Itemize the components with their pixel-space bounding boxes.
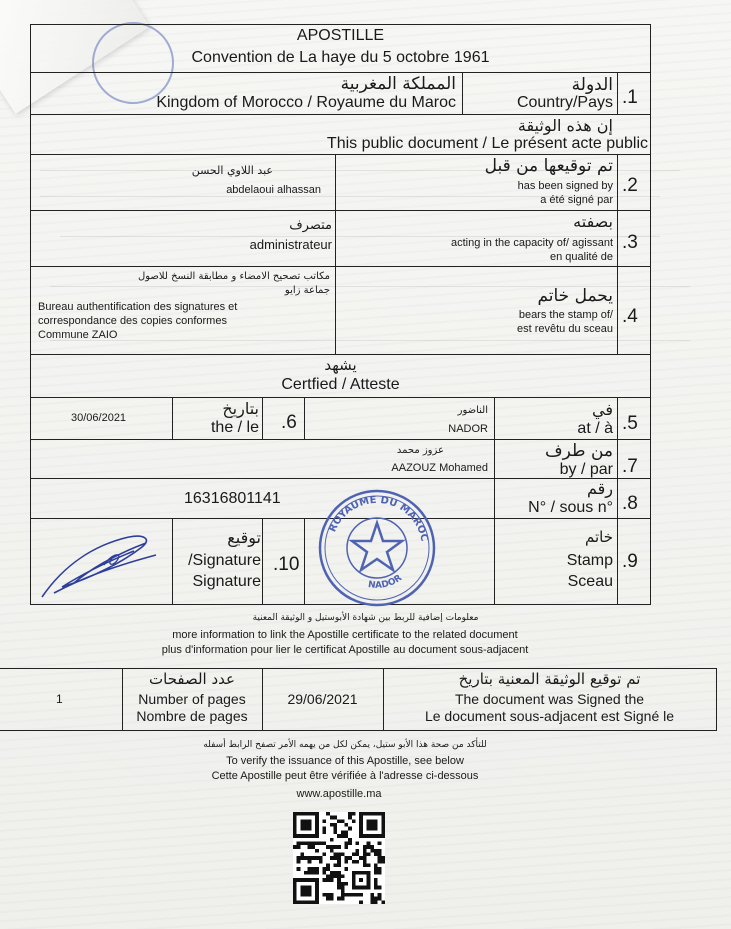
document-signed-date: 29/06/2021 xyxy=(287,691,358,707)
certifier-name: AAZOUZ Mohamed xyxy=(391,462,488,474)
rule xyxy=(0,730,717,731)
more-info-en: more information to link the Apostille certificate to the related document xyxy=(172,629,518,641)
stamp-of-value-3: Commune ZAIO xyxy=(38,329,118,341)
signer-name-ar: عبد اللاوي الحسن xyxy=(191,164,273,177)
row-number: .3 xyxy=(622,232,638,253)
certifier-name-ar: عزوز محمد xyxy=(396,445,444,456)
stamp-label-ar: خاتم xyxy=(584,528,613,546)
row-number: .10 xyxy=(273,554,300,575)
qr-code-icon xyxy=(293,812,385,904)
stamp-of-label-ar: يحمل خاتم xyxy=(537,286,613,306)
number-label-ar: رقم xyxy=(586,479,613,498)
stamp-of-value-2: correspondance des copies conformes xyxy=(38,315,227,327)
rule xyxy=(30,266,651,267)
verify-en: To verify the issuance of this Apostille, see below xyxy=(226,755,464,767)
stamp-of-value-ar-2: جماعة زايو xyxy=(284,285,330,296)
rule xyxy=(617,72,618,114)
row-number: .4 xyxy=(622,306,638,327)
border-left xyxy=(30,24,31,604)
apostille-title: APOSTILLE xyxy=(296,27,385,44)
rule xyxy=(30,114,651,115)
capacity-value: administrateur xyxy=(249,237,332,252)
place-ar: الناضور xyxy=(457,405,488,416)
stamp-of-label-fr: est revêtu du sceau xyxy=(516,323,613,335)
rule xyxy=(494,518,495,604)
public-document-ar: إن هذه الوثيقة xyxy=(517,116,613,135)
rule xyxy=(30,397,651,398)
stamp-of-value-1: Bureau authentification des signatures et xyxy=(38,301,238,313)
rule xyxy=(30,210,651,211)
capacity-label-ar: بصفته xyxy=(573,212,613,231)
signed-by-label-fr: a été signé par xyxy=(540,194,613,206)
rule xyxy=(30,154,651,155)
signed-label-fr: Le document sous-adjacent est Signé le xyxy=(424,708,675,724)
handwritten-signature-icon xyxy=(34,525,164,603)
signature-label-en: /Signature xyxy=(188,552,261,569)
verify-url[interactable]: www.apostille.ma xyxy=(296,788,382,800)
certificate-number: 16316801141 xyxy=(184,490,281,507)
by-label-ar: من طرف xyxy=(545,441,613,461)
row-number: .9 xyxy=(622,551,638,572)
more-info-ar: معلومات إضافية للربط بين شهادة الأبوستيل و الوثيقة المعنية xyxy=(252,613,479,623)
stamp-label-fr: Sceau xyxy=(567,573,613,590)
rule xyxy=(172,518,173,604)
rule xyxy=(462,72,463,114)
at-label-ar: في xyxy=(592,400,613,419)
number-label: N° / sous n° xyxy=(528,499,613,516)
rule xyxy=(0,668,717,669)
bleed-line xyxy=(50,340,690,341)
svg-text:ROYAUME DU MAROC xyxy=(327,487,438,564)
rule xyxy=(304,518,305,604)
rule xyxy=(30,72,651,73)
rule xyxy=(304,397,305,439)
row-number: .7 xyxy=(622,456,638,477)
border-right xyxy=(650,24,651,604)
rule xyxy=(494,397,495,478)
svg-text:NADOR xyxy=(367,573,404,591)
place: NADOR xyxy=(448,423,488,435)
certification-date: 30/06/2021 xyxy=(71,412,127,424)
stamp-of-label-en: bears the stamp of/ xyxy=(518,309,613,321)
rule xyxy=(716,668,717,731)
capacity-value-ar: متصرف xyxy=(289,218,332,233)
convention-line: Convention de La haye du 5 octobre 1961 xyxy=(191,49,490,66)
date-label: the / le xyxy=(210,419,259,436)
capacity-label-en: acting in the capacity of/ agissant xyxy=(450,237,613,249)
pages-label-en: Number of pages xyxy=(138,691,246,707)
rule xyxy=(30,354,651,355)
country-value-ar: المملكة المغربية xyxy=(340,74,456,94)
row-number: .6 xyxy=(281,412,297,433)
rule xyxy=(494,478,495,518)
rule xyxy=(617,397,618,604)
at-label: at / à xyxy=(577,420,613,437)
signature-label-ar: توقيع xyxy=(227,528,261,547)
royal-seal-icon xyxy=(316,487,438,609)
more-info-fr: plus d'information pour lier le certificat Apostille au document sous-adjacent xyxy=(161,644,529,656)
pages-label-fr: Nombre de pages xyxy=(136,708,248,724)
row-number: .5 xyxy=(622,413,638,434)
stamp-label-en: Stamp xyxy=(566,552,613,569)
rule xyxy=(172,397,173,439)
rule xyxy=(262,397,263,439)
signed-label-en: The document was Signed the xyxy=(454,691,645,707)
by-label: by / par xyxy=(559,461,613,478)
rule xyxy=(30,24,651,25)
verify-fr: Cette Apostille peut être vérifiée à l'adresse ci-dessous xyxy=(211,770,479,782)
page-count: 1 xyxy=(56,692,63,706)
row-number: .8 xyxy=(622,493,638,514)
capacity-label-fr: en qualité de xyxy=(550,251,613,263)
public-document: This public document / Le présent acte public xyxy=(326,135,648,152)
signed-by-label-ar: تم توقيعها من قبل xyxy=(484,156,613,176)
row-number: .1 xyxy=(622,87,638,108)
rule xyxy=(335,154,336,354)
signed-by-label-en: has been signed by xyxy=(517,180,613,192)
country-label-ar: الدولة xyxy=(571,75,613,95)
rule xyxy=(30,478,651,479)
signer-name: abdelaoui alhassan xyxy=(226,184,321,196)
rule xyxy=(30,439,651,440)
signed-label-ar: تم توقيع الوثيقة المعنية بتاريخ xyxy=(458,670,641,688)
pages-label-ar: عدد الصفحات xyxy=(149,670,235,688)
stamp-of-value-ar-1: مكاتب تصحيح الامضاء و مطابقة النسخ للاصول xyxy=(137,271,330,282)
row-number: .2 xyxy=(622,175,638,196)
country-label: Country/Pays xyxy=(516,94,613,111)
signature-label-fr: Signature xyxy=(192,573,261,590)
certified-ar: يشهد xyxy=(324,356,357,374)
seal-top-text: ROYAUME DU MAROC xyxy=(327,494,430,543)
certified-title: Certfied / Atteste xyxy=(281,376,400,393)
verify-ar: للتأكد من صحة هذا الأبو ستيل، يمكن لكل من يهمه الأمر تصفح الرابط أسفله xyxy=(203,740,487,750)
rule xyxy=(262,518,263,604)
country-value: Kingdom of Morocco / Royaume du Maroc xyxy=(156,94,456,111)
seal-bottom-text: NADOR xyxy=(367,573,404,591)
rule xyxy=(617,154,618,354)
date-label-ar: بتاريخ xyxy=(222,399,259,418)
